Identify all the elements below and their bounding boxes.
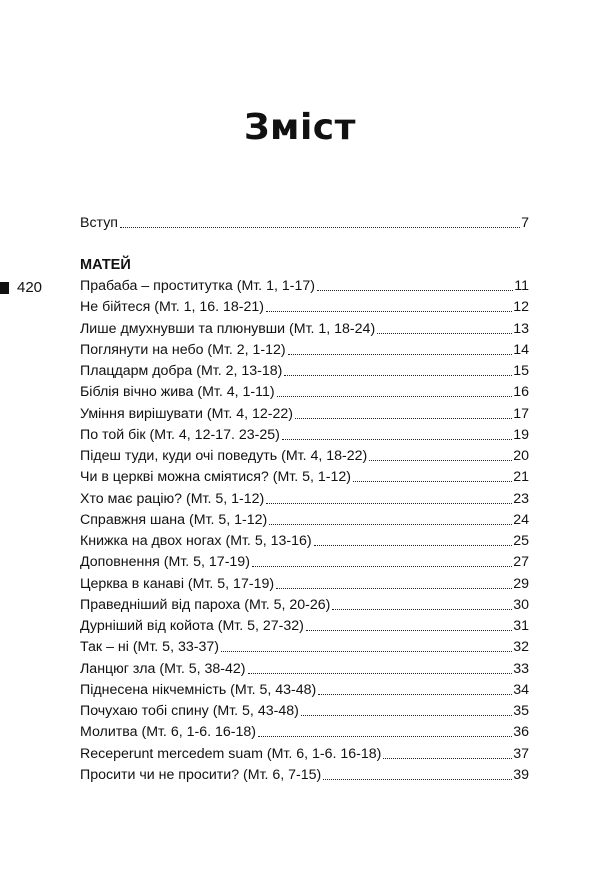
toc-entry-page: 30 — [513, 596, 529, 613]
dot-leader — [383, 758, 512, 759]
toc-entry[interactable] — [80, 360, 529, 380]
toc-entry-label: Чи в церкві можна сміятися? (Мт. 5, 1-12) — [80, 469, 351, 486]
toc-entry-page: 29 — [513, 575, 529, 592]
toc-entry[interactable] — [80, 658, 529, 678]
toc-entry-page: 11 — [514, 278, 529, 294]
toc-entry[interactable] — [80, 424, 529, 444]
dot-leader — [332, 609, 512, 610]
dot-leader — [277, 396, 513, 397]
dot-leader — [318, 694, 512, 695]
toc-entry[interactable] — [80, 700, 529, 720]
toc-entry-label: Поглянути на небо (Мт. 2, 1-12) — [80, 341, 286, 358]
toc-entry-label: Так – ні (Мт. 5, 33-37) — [80, 639, 219, 656]
toc-entry[interactable] — [80, 679, 529, 699]
toc-entry-label: Біблія вічно жива (Мт. 4, 1-11) — [80, 384, 275, 401]
toc-entry[interactable] — [80, 764, 529, 784]
toc-entry-label: Церква в канаві (Мт. 5, 17-19) — [80, 575, 275, 592]
dot-leader — [301, 715, 512, 716]
toc-entry[interactable] — [80, 530, 529, 550]
toc-entry-label: Справжня шана (Мт. 5, 1-12) — [80, 511, 268, 528]
toc-entry-label: Receperunt mercedem suam (Мт. 6, 1-6. 16-18) — [80, 745, 382, 762]
toc-intro-entry[interactable] — [80, 212, 529, 232]
toc-entry-label: Праведніший від пароха (Мт. 5, 20-26) — [80, 596, 331, 613]
toc-entry-label: Плацдарм добра (Мт. 2, 13-18) — [80, 363, 283, 379]
toc-entry-page: 27 — [513, 554, 529, 571]
dot-leader — [276, 588, 512, 589]
toc-entry-page: 25 — [513, 533, 529, 549]
dot-leader — [258, 736, 512, 737]
toc-entry-page: 13 — [513, 320, 529, 337]
dot-leader — [295, 418, 512, 419]
toc-entry-page: 21 — [513, 469, 529, 486]
toc-entry-label: Молитва (Мт. 6, 1-6. 16-18) — [80, 724, 256, 741]
toc-entry-page: 7 — [521, 215, 529, 231]
toc-entry-label: Дурніший від койота (Мт. 5, 27-32) — [80, 618, 304, 634]
dot-leader — [377, 333, 512, 334]
toc-entry-label: Уміння вирішувати (Мт. 4, 12-22) — [80, 405, 294, 422]
toc-entry-page: 31 — [513, 618, 529, 634]
toc-entry[interactable] — [80, 615, 529, 635]
toc-entry[interactable] — [80, 743, 529, 763]
toc-entry-page: 12 — [513, 299, 529, 316]
dot-leader — [306, 630, 512, 631]
toc-entry-label: Хто має рацію? (Мт. 5, 1-12) — [80, 490, 265, 507]
toc-entry-page: 14 — [513, 341, 529, 358]
dot-leader — [323, 779, 512, 780]
toc-entry[interactable] — [80, 296, 529, 316]
toc-entry[interactable] — [80, 721, 529, 741]
toc-entry-page: 15 — [513, 363, 529, 379]
toc-entry[interactable] — [80, 573, 529, 593]
toc-entry-label: Ланцюг зла (Мт. 5, 38-42) — [80, 660, 246, 677]
dot-leader — [369, 460, 512, 461]
dot-leader — [288, 354, 513, 355]
toc-entry-label: Вступ — [80, 215, 118, 231]
page-number: 420 — [17, 279, 43, 296]
toc-entry-page: 34 — [513, 681, 529, 698]
toc-entry[interactable] — [80, 318, 529, 338]
section-heading: МАТЕЙ — [80, 257, 131, 273]
toc-entry-page: 33 — [513, 660, 529, 677]
toc-entry-page: 19 — [513, 426, 529, 443]
toc-entry-page: 17 — [513, 405, 529, 422]
toc-entry-label: Доповнення (Мт. 5, 17-19) — [80, 554, 250, 571]
dot-leader — [353, 481, 512, 482]
toc-entry-page: 37 — [513, 745, 529, 762]
dot-leader — [317, 290, 513, 291]
toc-entry-label: Підеш туди, куди очі поведуть (Мт. 4, 18-22) — [80, 448, 368, 464]
toc-entry[interactable] — [80, 445, 529, 465]
dot-leader — [266, 311, 512, 312]
toc-entry-page: 36 — [513, 724, 529, 741]
toc-entry-label: Піднесена нікчемність (Мт. 5, 43-48) — [80, 681, 317, 698]
dot-leader — [269, 524, 512, 525]
toc-entry-label: Лише дмухнувши та плюнувши (Мт. 1, 18-24) — [80, 320, 376, 337]
toc-entry-label: Просити чи не просити? (Мт. 6, 7-15) — [80, 766, 322, 783]
toc-entry[interactable] — [80, 403, 529, 423]
toc-entry-label: Книжка на двох ногах (Мт. 5, 13-16) — [80, 533, 312, 549]
toc-entry-page: 24 — [513, 511, 529, 528]
toc-entry-page: 16 — [513, 384, 529, 401]
toc-entry-page: 20 — [513, 448, 529, 464]
toc-entry[interactable] — [80, 551, 529, 571]
dot-leader — [120, 227, 520, 228]
toc-entry[interactable] — [80, 509, 529, 529]
page-title: Зміст — [243, 107, 357, 148]
dot-leader — [221, 651, 512, 652]
dot-leader — [248, 673, 513, 674]
toc-entry[interactable] — [80, 466, 529, 486]
dot-leader — [282, 439, 512, 440]
dot-leader — [284, 375, 512, 376]
toc-entry[interactable] — [80, 594, 529, 614]
dot-leader — [314, 545, 513, 546]
toc-entry[interactable] — [80, 339, 529, 359]
toc-entry[interactable] — [80, 488, 529, 508]
toc-entry[interactable] — [80, 636, 529, 656]
toc-entry-label: Почухаю тобі спину (Мт. 5, 43-48) — [80, 703, 299, 719]
toc-entry-page: 35 — [513, 703, 529, 719]
toc-entry-page: 39 — [513, 766, 529, 783]
dot-leader — [266, 503, 512, 504]
toc-entry-label: По той бік (Мт. 4, 12-17. 23-25) — [80, 426, 280, 443]
toc-entry[interactable] — [80, 381, 529, 401]
toc-entry-label: Не бійтеся (Мт. 1, 16. 18-21) — [80, 299, 265, 316]
toc-entry-page: 32 — [513, 639, 529, 656]
toc-entry[interactable] — [80, 275, 529, 295]
dot-leader — [252, 566, 512, 567]
side-marker — [0, 282, 9, 294]
toc-entry-label: Прабаба – проститутка (Мт. 1, 1-17) — [80, 278, 315, 294]
toc-entry-page: 23 — [513, 490, 529, 507]
